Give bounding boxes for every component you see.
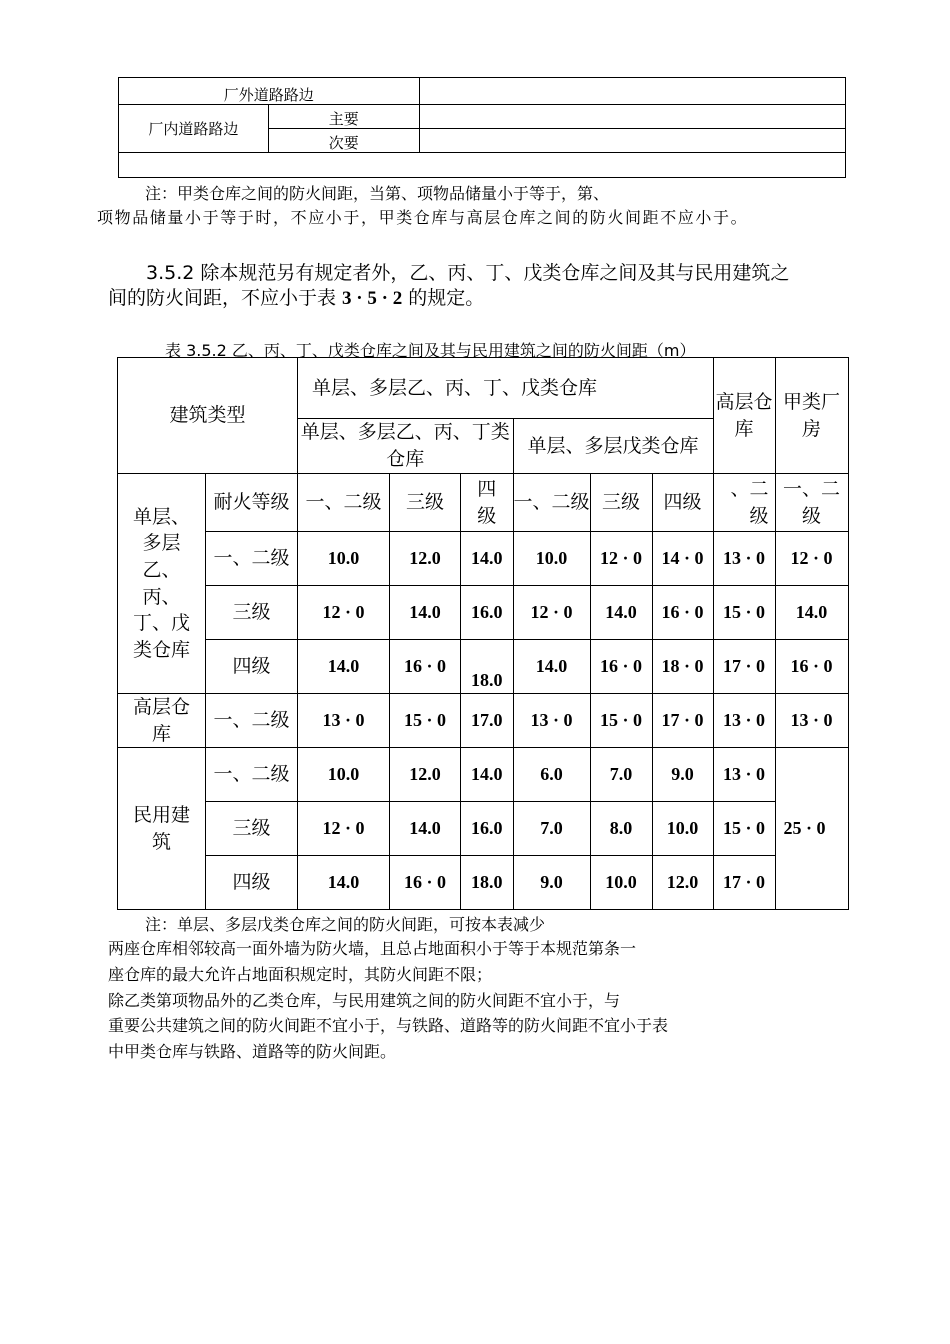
cell: 12 · 0: [298, 802, 390, 856]
section-line2-end: 的规定。: [402, 287, 485, 309]
fire-distance-table: [117, 357, 849, 910]
row-label: 三级: [206, 586, 298, 640]
cell: 14.0: [775, 586, 848, 640]
empty-cell: [419, 105, 845, 129]
col-label: 一、二级: [775, 474, 848, 532]
cell: 15 · 0: [713, 586, 775, 640]
cell: 15 · 0: [390, 694, 461, 748]
table-ref: 3 · 5 · 2: [342, 288, 403, 309]
note2-line6: 中甲类仓库与铁路、道路等的防火间距。: [108, 1042, 397, 1061]
col-label: 、二级: [713, 474, 775, 532]
row-label: 一、二级: [206, 694, 298, 748]
row-label: 四级: [206, 856, 298, 910]
inner-road-label: 厂内道路路边: [119, 105, 269, 153]
cell: 13 · 0: [298, 694, 390, 748]
cell: 8.0: [590, 802, 652, 856]
cell: 13 · 0: [713, 748, 775, 802]
cell: 13 · 0: [775, 694, 848, 748]
note1-line1: 注：甲类仓库之间的防火间距，当第、项物品储量小于等于，第、: [145, 184, 610, 203]
multi-ybd-header: 单层、多层乙、丙、丁类仓库: [298, 419, 514, 474]
row-label: 四级: [206, 640, 298, 694]
cell: 10.0: [298, 748, 390, 802]
main-road-label: 主要: [268, 105, 419, 129]
cell: 7.0: [590, 748, 652, 802]
section-line2: [108, 283, 484, 310]
section-line1: 3.5.2 除本规范另有规定者外，乙、丙、丁、戊类仓库之间及其与民用建筑之: [146, 262, 790, 284]
cell: 16 · 0: [390, 856, 461, 910]
table-row: [118, 748, 849, 802]
fire-rating-label: 耐火等级: [213, 491, 290, 514]
col-label: 四级: [461, 474, 514, 532]
row-label: 一、二级: [206, 532, 298, 586]
cell: 16 · 0: [590, 640, 652, 694]
multi-storage-header: 单层、多层乙、丙、丁、戊类仓库: [298, 358, 714, 419]
table-caption: 表 3.5.2 乙、丙、丁、戊类仓库之间及其与民用建筑之间的防火间距（m）: [165, 341, 696, 360]
col-label: 一、二级: [298, 474, 390, 532]
note1-line2: 项物品储量小于等于时，不应小于，甲类仓库与高层仓库之间的防火间距不应小于。: [97, 208, 749, 227]
cell: 9.0: [513, 856, 590, 910]
cell: 10.0: [513, 532, 590, 586]
jia-factory-header: 甲类厂房: [775, 358, 848, 474]
cell: 12.0: [652, 856, 713, 910]
cell: 13 · 0: [713, 532, 775, 586]
cell: 15 · 0: [590, 694, 652, 748]
empty-row: [119, 153, 846, 178]
cell: 14.0: [513, 640, 590, 694]
civil-building-label: 民用建筑: [118, 748, 206, 910]
table-row: [118, 856, 849, 910]
col-label: 四级: [652, 474, 713, 532]
cell: 13 · 0: [513, 694, 590, 748]
note2-line2: 两座仓库相邻较高一面外墙为防火墙，且总占地面积小于等于本规范第条一: [108, 939, 637, 958]
cell: 12 · 0: [775, 532, 848, 586]
outer-road-label: 厂外道路路边: [119, 78, 420, 105]
table-row: [118, 802, 849, 856]
multi-wu-header: 单层、多层戊类仓库: [513, 419, 713, 474]
cell: 17.0: [461, 694, 514, 748]
cell: 10.0: [590, 856, 652, 910]
col-label: 三级: [390, 474, 461, 532]
cell: 17 · 0: [652, 694, 713, 748]
high-storage-header: 高层仓库: [713, 358, 775, 474]
cell: 12 · 0: [590, 532, 652, 586]
note2-line4: 除乙类第项物品外的乙类仓库，与民用建筑之间的防火间距不宜小于，与: [108, 991, 621, 1010]
cell: 7.0: [513, 802, 590, 856]
cell: 14.0: [590, 586, 652, 640]
row-label: 三级: [206, 802, 298, 856]
note2-line1: 注：单层、多层戊类仓库之间的防火间距，可按本表减少: [145, 915, 546, 934]
high-storage-label: 高层仓库: [118, 694, 206, 748]
civil-jia-cell: 25 · 0: [775, 748, 848, 910]
cell: 18.0: [461, 856, 514, 910]
table-row: [118, 640, 849, 694]
cell: 14.0: [390, 586, 461, 640]
table-row: [118, 694, 849, 748]
note2-line5: 重要公共建筑之间的防火间距不宜小于，与铁路、道路等的防火间距不宜小于表: [108, 1016, 669, 1035]
cell: 9.0: [652, 748, 713, 802]
col-label: 一、二级: [513, 474, 590, 532]
cell: 14 · 0: [652, 532, 713, 586]
minor-road-label: 次要: [268, 129, 419, 153]
cell: 14.0: [461, 748, 514, 802]
cell: 16.0: [461, 586, 514, 640]
cell: 12.0: [390, 748, 461, 802]
cell: 12.0: [390, 532, 461, 586]
cell: 12 · 0: [298, 586, 390, 640]
cell: 14.0: [390, 802, 461, 856]
row-label: 一、二级: [206, 748, 298, 802]
group-multi-label: 单层、多层乙、丙、丁、戊类仓库: [118, 474, 206, 694]
cell: 17 · 0: [713, 640, 775, 694]
building-type-header: 建筑类型: [118, 358, 298, 474]
empty-cell: [419, 129, 845, 153]
empty-cell: [419, 78, 845, 105]
cell: 15 · 0: [713, 802, 775, 856]
table-row: [118, 532, 849, 586]
cell: 14.0: [461, 532, 514, 586]
section-line2-text: 间的防火间距，不应小于表: [108, 287, 343, 309]
cell: 16 · 0: [652, 586, 713, 640]
col-label: 三级: [590, 474, 652, 532]
fire-rating-header: [206, 474, 298, 532]
cell: 6.0: [513, 748, 590, 802]
cell: 16 · 0: [390, 640, 461, 694]
note2-line3: 座仓库的最大允许占地面积规定时，其防火间距不限；: [108, 965, 493, 984]
cell: 13 · 0: [713, 694, 775, 748]
cell: 17 · 0: [713, 856, 775, 910]
cell: 18 · 0: [652, 640, 713, 694]
cell: 16 · 0: [775, 640, 848, 694]
cell: 16.0: [461, 802, 514, 856]
cell: 10.0: [652, 802, 713, 856]
cell: 10.0: [298, 532, 390, 586]
cell: 14.0: [298, 640, 390, 694]
top-distance-table: [118, 77, 846, 178]
cell: 18.0: [461, 640, 514, 694]
table-row: [118, 586, 849, 640]
cell: 12 · 0: [513, 586, 590, 640]
cell: 14.0: [298, 856, 390, 910]
